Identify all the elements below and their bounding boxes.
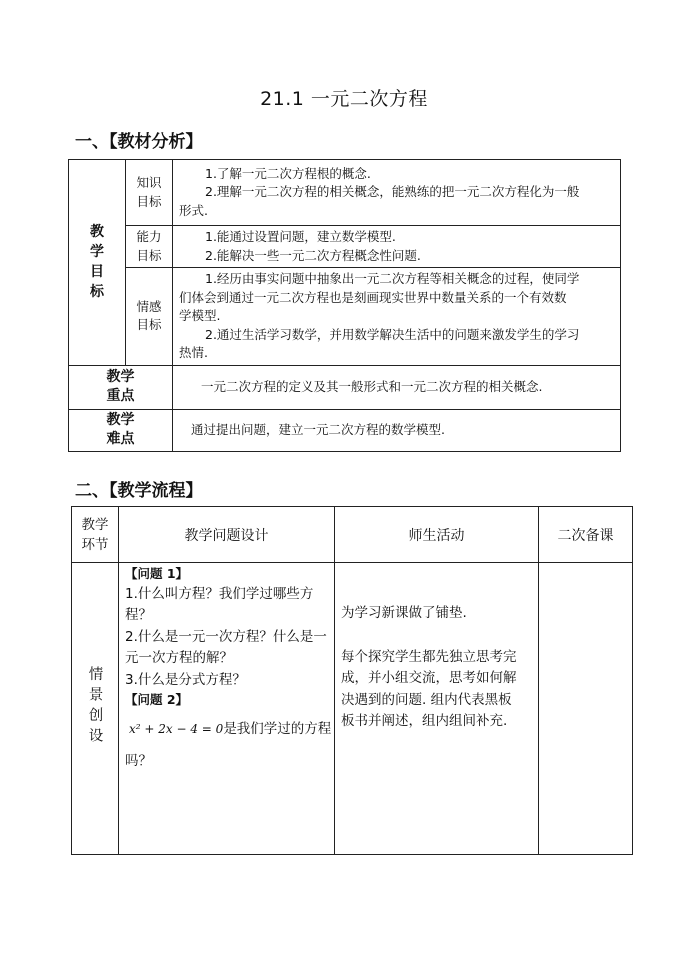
emotion-label: 情感 目标 bbox=[126, 268, 173, 366]
design-cell bbox=[119, 563, 335, 855]
ability-content: 1.能通过设置问题，建立数学模型. 2.能解决一些一元二次方程概念性问题. bbox=[173, 226, 621, 268]
emotion-content: 1.经历由事实问题中抽象出一元二次方程等相关概念的过程，使同学 们体会到通过一元二次方程也是刻画现实世界中数量关系的一个有效数 学模型. 2.通过生活学习数学，并用数学解决生活中的问题来激发学生的学习 热情. bbox=[173, 268, 621, 366]
goals-label-char: 教 bbox=[90, 224, 104, 241]
key-point-content: 一元二次方程的定义及其一般形式和一元二次方程的相关概念. bbox=[173, 365, 621, 409]
header-stage: 教学 环节 bbox=[72, 507, 119, 563]
question-2-label: 【问题 2】 bbox=[125, 692, 189, 707]
goals-label-cell bbox=[69, 160, 126, 366]
section-heading-analysis: 一、【教材分析】 bbox=[75, 132, 203, 152]
question-1-label: 【问题 1】 bbox=[125, 566, 189, 581]
difficulty-label: 教学 难点 bbox=[69, 409, 173, 451]
analysis-table bbox=[68, 159, 621, 452]
difficulty-content: 通过提出问题，建立一元二次方程的数学模型. bbox=[173, 409, 621, 451]
header-backup: 二次备课 bbox=[539, 507, 633, 563]
header-activity: 师生活动 bbox=[335, 507, 539, 563]
page-title: 21.1 一元二次方程 bbox=[260, 88, 428, 110]
goals-label-char: 学 bbox=[90, 244, 104, 261]
activity-paragraph-1: 为学习新课做了铺垫. bbox=[341, 605, 467, 621]
knowledge-content: 1.了解一元二次方程根的概念. 2.理解一元二次方程的相关概念，能熟练的把一元二次方程化为一般 形式. bbox=[173, 160, 621, 226]
goals-label-char: 目 bbox=[90, 264, 104, 281]
question-2-text: 是我们学过的方程 bbox=[223, 720, 332, 737]
equation: x² + 2x − 4 = 0 bbox=[129, 721, 224, 736]
key-point-label: 教学 重点 bbox=[69, 365, 173, 409]
section-heading-flow: 二、【教学流程】 bbox=[75, 481, 203, 501]
activity-paragraph-2: 每个探究学生都先独立思考完 成，并小组交流，思考如何解 决遇到的问题. 组内代表黑板 板书并阐述，组内组间补充. bbox=[341, 648, 517, 729]
stage-name: 情景创设 bbox=[86, 665, 103, 748]
stage-name-cell bbox=[72, 563, 119, 855]
question-line: 1.什么叫方程？我们学过哪些方 bbox=[125, 585, 314, 602]
backup-cell bbox=[539, 563, 633, 855]
header-design: 教学问题设计 bbox=[119, 507, 335, 563]
question-line: 2.什么是一元一次方程？什么是一 bbox=[125, 628, 327, 645]
activity-cell bbox=[335, 563, 539, 855]
knowledge-label: 知识 目标 bbox=[126, 160, 173, 226]
question-line: 3.什么是分式方程？ bbox=[125, 671, 246, 688]
question-line: 程？ bbox=[125, 607, 152, 623]
question-2-tail: 吗？ bbox=[125, 753, 152, 769]
ability-label: 能力 目标 bbox=[126, 226, 173, 268]
question-line: 元一次方程的解？ bbox=[125, 650, 233, 666]
flow-table bbox=[71, 506, 633, 855]
goals-label-char: 标 bbox=[90, 284, 104, 301]
